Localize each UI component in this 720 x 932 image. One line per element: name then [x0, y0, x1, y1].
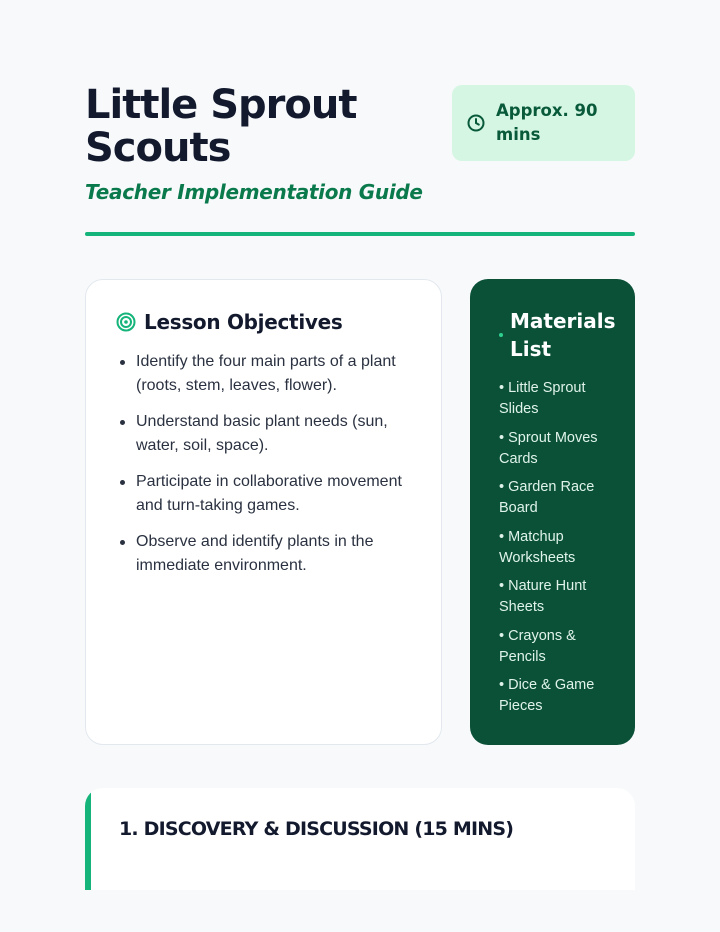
page-title: Little Sprout Scouts: [85, 82, 357, 171]
target-icon: [116, 312, 136, 332]
page-subtitle: Teacher Implementation Guide: [85, 180, 423, 204]
materials-card: [470, 279, 635, 745]
list-item: • Garden Race Board: [499, 479, 595, 516]
list-item: • Dice & Game Pieces: [499, 677, 595, 714]
list-item: Identify the four main parts of a plant (roots, stem, leaves, flower).: [116, 350, 413, 398]
list-item: Participate in collaborative movement and turn-taking games.: [116, 470, 413, 518]
duration-text: Approx. 90 mins: [496, 101, 598, 144]
materials-list: [499, 378, 619, 717]
list-item: • Little Sprout Slides: [499, 380, 586, 417]
materials-title: Materials List: [510, 309, 616, 361]
materials-header: [499, 307, 619, 363]
objectives-card: [85, 279, 442, 745]
list-item: • Sprout Moves Cards: [499, 429, 598, 467]
bullet-dot-icon: [499, 333, 503, 337]
objectives-header: [116, 310, 413, 334]
section-accent-bar: [85, 788, 91, 890]
objectives-title: Lesson Objectives: [144, 310, 343, 334]
section-title: 1. DISCOVERY & DISCUSSION (15 MINS): [119, 818, 514, 840]
list-item: • Crayons & Pencils: [499, 627, 576, 665]
list-item: Observe and identify plants in the immediate environment.: [116, 530, 413, 578]
duration-badge: [452, 85, 635, 161]
section-discovery: [85, 788, 635, 890]
clock-icon: [466, 113, 486, 133]
list-item: Understand basic plant needs (sun, water, soil, space).: [116, 410, 413, 458]
header-divider: [85, 232, 635, 236]
list-item: • Matchup Worksheets: [499, 528, 576, 566]
list-item: • Nature Hunt Sheets: [499, 578, 587, 615]
objectives-list: [116, 350, 413, 578]
